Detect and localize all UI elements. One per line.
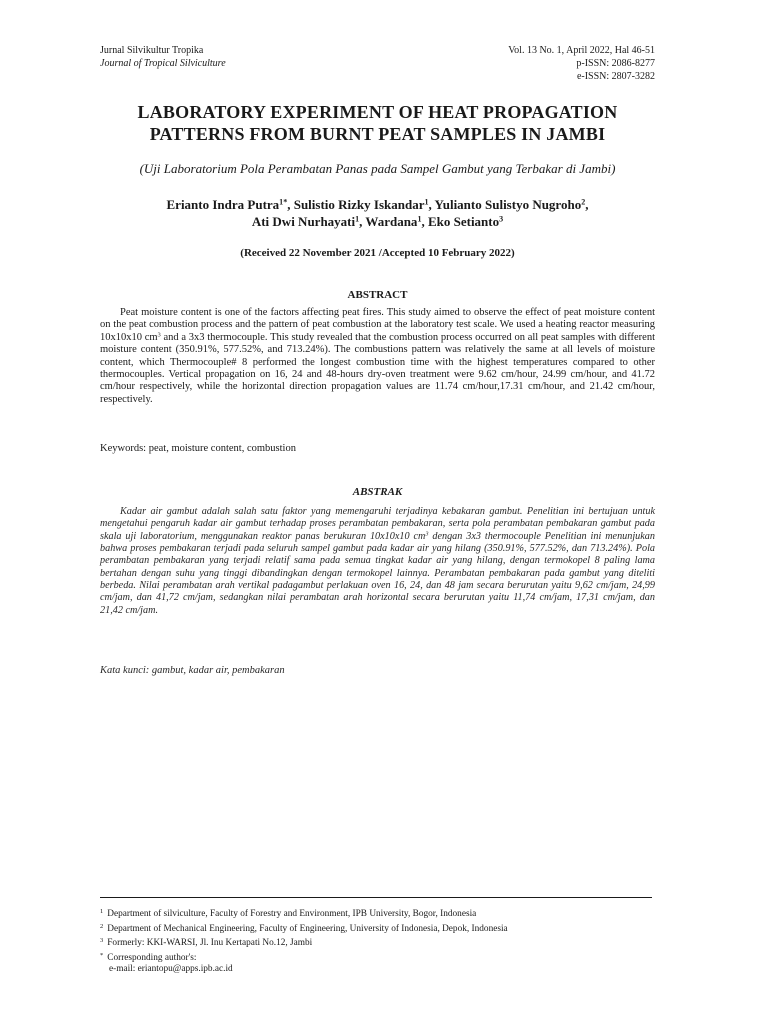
abstract-text: and a 3x3 thermocouple. This study revealed that the combustion process occurred on all peat samples with different moisture content (350.91%, 577.52%, and 713.24%). The combustions pattern was relatively the same at all levels of moisture content, which Thermocouple# 8 performed the longest combustion time with the highest temperatures compared to other thermocouples. Vertical propagation on 16, 24 and 48-hours dry-oven treatment were 9.62 cm/hour, 24.99 cm/hour, and 41.72 cm/hour respectively, while the horizontal direction propagation values are 11.74 cm/hour,17.31 cm/hour, and 21.42 cm/hour, respectively. xyxy=(100,331,656,405)
footnote-mark: 2 xyxy=(100,922,104,930)
footnote-email xyxy=(100,964,660,976)
volume-info: Vol. 13 No. 1, April 2022, Hal 46-51 xyxy=(508,45,655,56)
footnote-text: Department of silviculture, Faculty of Forestry and Environment, IPB University, Bogor, Indonesia xyxy=(107,909,477,919)
abstrak-body xyxy=(100,506,655,617)
footnote-mark: 3 xyxy=(100,937,104,945)
abstrak-text: Kadar air gambut adalah salah satu faktor yang memengaruhi terjadinya kebakaran gambut. Penelitian ini bertujuan untuk mengetahui pengaruh kadar air gambut terhadap proses perambatan pembakaran, serta pola perambatan pembakaran gambut pada skala uji laboratorium, menggunakan reaktor panas berukuran 10x10x10 cm xyxy=(100,506,655,542)
footnote-affiliation-3 xyxy=(100,935,660,950)
footnote-affiliation-1 xyxy=(100,906,660,921)
footnote-text: Corresponding author's: xyxy=(107,952,197,963)
author-name: , Wardana xyxy=(359,214,418,229)
affiliation-mark: 1 xyxy=(355,214,360,224)
affiliation-mark: 1* xyxy=(279,197,288,207)
footnote-divider xyxy=(100,897,652,898)
running-header-left xyxy=(100,44,226,70)
received-dates: (Received 22 November 2021 /Accepted 10 February 2022) xyxy=(240,247,515,259)
unit-superscript: 3 xyxy=(157,331,161,339)
journal-name: Jurnal Silvikultur Tropika xyxy=(100,45,204,56)
kata-kunci: Kata kunci: gambut, kadar air, pembakaran xyxy=(100,665,285,676)
abstract-body xyxy=(100,307,655,406)
footnote-affiliation-2 xyxy=(100,921,660,936)
paper-title xyxy=(100,101,655,145)
footnote-text: e-mail: eriantopu@apps.ipb.ac.id xyxy=(109,964,233,975)
abstrak-text: dengan 3x3 thermocouple Penelitian ini menunjukan bahwa proses pembakaran terjadi pada seluruh sampel gambut pada kadar air yang hilang (350.91%, 577.52%, dan 713.24%). Pola perambatan pembakaran yang terjadi relatif sama pada semua tingkat kadar air yang hilang, dengan termokopel 8 paling lama bertahan dengan suhu yang tinggi dibandingkan dengan termokopel lainnya. Perambatan pembakaran pada gambut yang diteliti berbeda. Nilai perambatan arah vertikal padagambut perlakuan oven 16, 24, dan 48 jam secara berurutan yaitu 9,62 cm/jam, 24,99 cm/jam, dan 41,72 cm/jam, sedangkan nilai perambatan arah horizontal secara berurutan yaitu 11,74 cm/jam, 17,31 cm/jam, dan 21,42 cm/jam. xyxy=(100,530,655,616)
affiliation-mark: 3 xyxy=(499,214,504,224)
author-name: , Yulianto Sulistyo Nugroho xyxy=(428,197,582,212)
unit-superscript: 3 xyxy=(425,530,429,538)
footnotes xyxy=(100,906,660,976)
abstract-text: Peat moisture content is one of the factors affecting peat fires. This study aimed to observe the effect of peat moisture content on the peat combustion process and the pattern of peat combustion at the laboratory test scale. We used a heating reactor measuring 10x10x10 cm xyxy=(100,307,655,343)
author-name: , Eko Setianto xyxy=(421,214,500,229)
author-list xyxy=(100,196,655,230)
journal-name-english: Journal of Tropical Silviculture xyxy=(100,58,226,69)
footnote-corresponding xyxy=(100,950,660,965)
author-separator: , xyxy=(585,197,589,212)
footnote-mark: 1 xyxy=(100,908,104,915)
author-name: Erianto Indra Putra xyxy=(166,197,280,212)
abstract-heading: ABSTRACT xyxy=(347,289,408,301)
title-line-1: LABORATORY EXPERIMENT OF HEAT PROPAGATION xyxy=(137,102,618,122)
affiliation-mark: 1 xyxy=(417,214,422,224)
keywords: Keywords: peat, moisture content, combustion xyxy=(100,443,296,454)
abstrak-heading: ABSTRAK xyxy=(352,486,403,498)
print-issn: p-ISSN: 2086-8277 xyxy=(576,58,655,69)
footnote-mark: * xyxy=(100,951,104,959)
author-name: Ati Dwi Nurhayati xyxy=(251,214,356,229)
footnote-text: Department of Mechanical Engineering, Faculty of Engineering, University of Indonesia, Depok, Indonesia xyxy=(107,923,508,934)
paper-subtitle: (Uji Laboratorium Pola Perambatan Panas pada Sampel Gambut yang Terbakar di Jambi) xyxy=(139,161,616,176)
footnote-text: Formerly: KKI-WARSI, Jl. Inu Kertapati No.12, Jambi xyxy=(107,938,313,949)
running-header-right xyxy=(508,44,655,83)
affiliation-mark: 1 xyxy=(424,197,429,207)
title-line-2: PATTERNS FROM BURNT PEAT SAMPLES IN JAMBI xyxy=(149,124,606,144)
affiliation-mark: 2 xyxy=(581,197,586,207)
author-line-2 xyxy=(100,213,655,230)
electronic-issn: e-ISSN: 2807-3282 xyxy=(576,71,655,82)
author-line-1 xyxy=(100,196,655,213)
author-name: , Sulistio Rizky Iskandar xyxy=(287,197,425,212)
